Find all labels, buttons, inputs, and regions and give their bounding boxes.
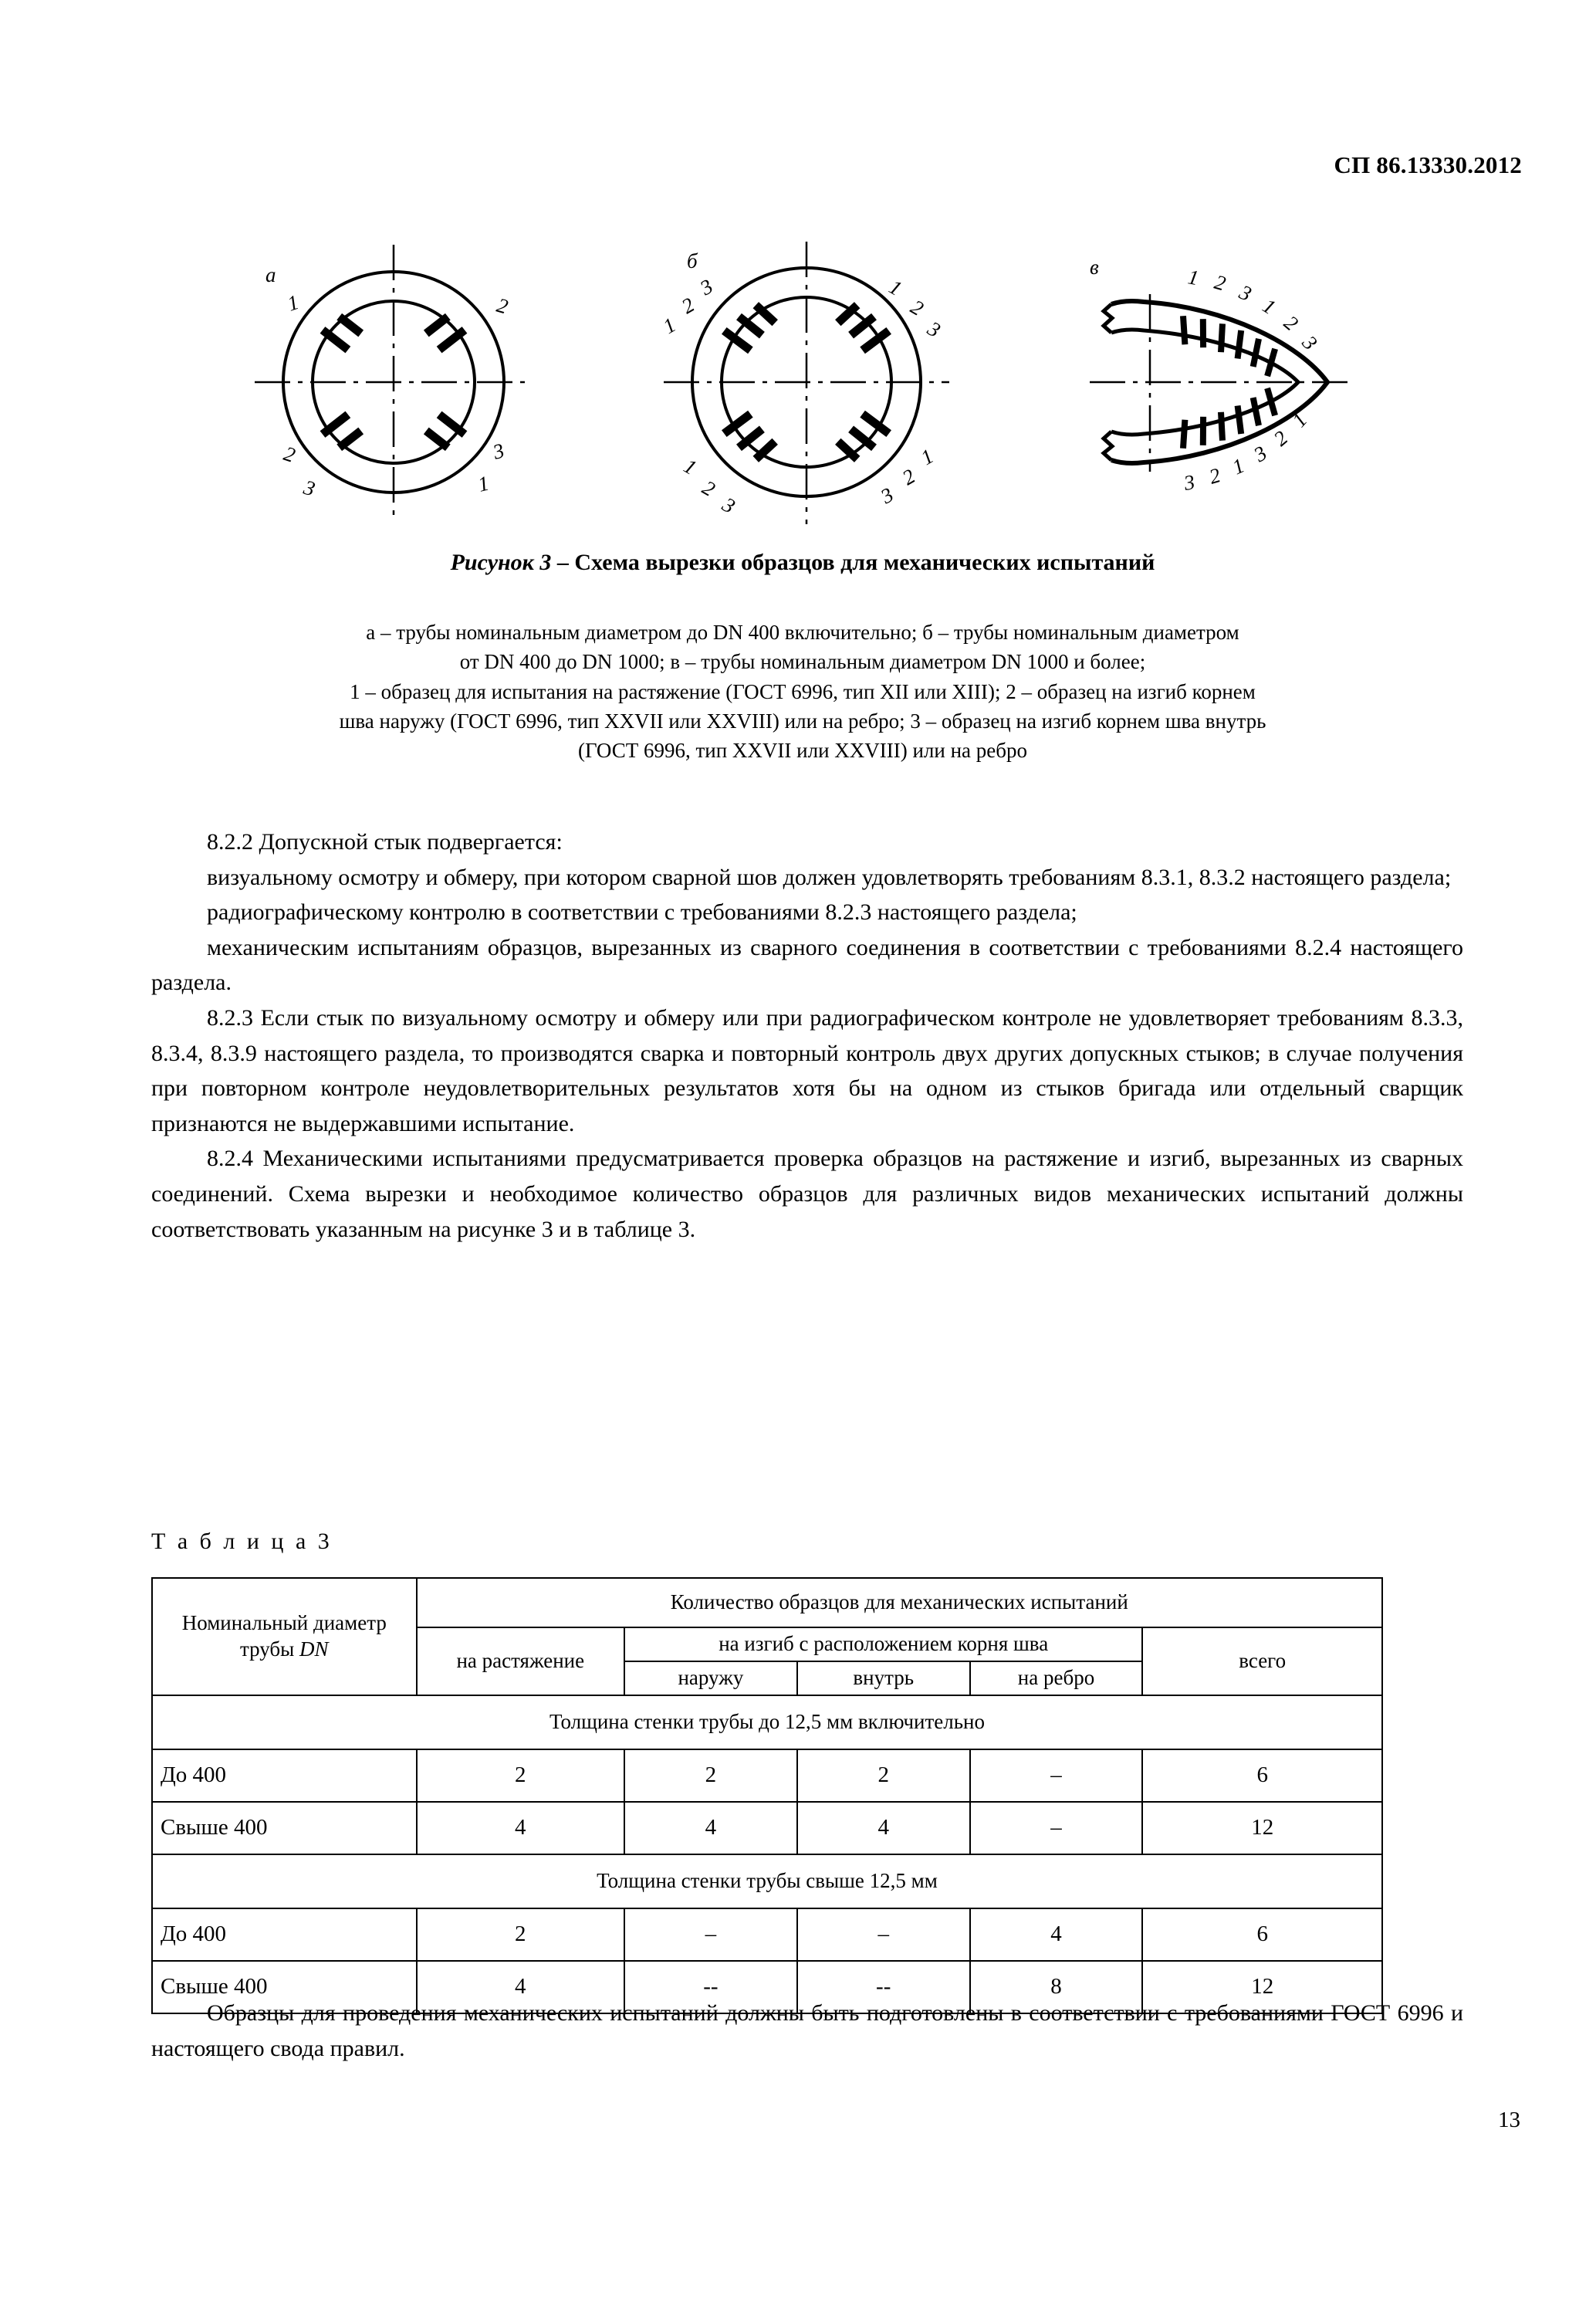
svg-text:3: 3 (490, 438, 507, 464)
header-diameter-dn: DN (299, 1637, 329, 1661)
figure-legend (131, 618, 1474, 766)
svg-text:2: 2 (698, 476, 719, 501)
svg-text:3: 3 (877, 482, 898, 509)
svg-text:2: 2 (898, 464, 919, 490)
svg-text:3: 3 (924, 317, 945, 342)
svg-text:1: 1 (917, 444, 938, 470)
cell-inward: 2 (797, 1749, 970, 1802)
table-row (152, 1802, 1382, 1854)
section-title-thick-wall: Толщина стенки трубы свыше 12,5 мм (152, 1854, 1382, 1908)
header-cell-bend-group: на изгиб с расположением корня шва (624, 1627, 1142, 1661)
svg-text:1: 1 (659, 313, 680, 339)
svg-text:2: 2 (281, 442, 299, 467)
table-section-row (152, 1695, 1382, 1749)
document-code-header: СП 86.13330.2012 (1334, 151, 1522, 178)
cell-inward: 4 (797, 1802, 970, 1854)
figure-legend-line: а – трубы номинальным диаметром до DN 400 включительно; б – трубы номинальным диаметром (366, 621, 1239, 644)
svg-text:2: 2 (907, 295, 928, 320)
figure-caption (147, 550, 1459, 576)
svg-text:2: 2 (494, 293, 511, 319)
table-title: Т а б л и ц а 3 (151, 1529, 333, 1554)
cell-inward: -- (797, 1961, 970, 2013)
cell-outward: 4 (624, 1802, 797, 1854)
header-cell-group-title: Количество образцов для механических испытаний (417, 1578, 1382, 1627)
cell-outward: 2 (624, 1749, 797, 1802)
table-row (152, 1908, 1382, 1961)
svg-text:1: 1 (1287, 408, 1312, 432)
svg-text:3: 3 (1249, 441, 1271, 467)
closing-text (151, 1996, 1463, 2066)
cell-outward: – (624, 1908, 797, 1961)
body-text (151, 824, 1463, 1247)
svg-text:1: 1 (680, 454, 701, 479)
paragraph-8-2-3: 8.2.3 Если стык по визуальному осмотру и обмеру или при радиографическом контроле не удовлетворяет требованиям 8.3.3, 8.3.4, 8.3.9 настоящего раздела, то производятся сварка и повторный контроль двух других допускных стыков; в случае получения при повторном контроле неудовлетворительных результатов хотя бы на одном из стыков бригада или отдельный сварщик признаются не выдержавшими испытание. (151, 1004, 1463, 1136)
table-section-row (152, 1854, 1382, 1908)
panel-label-a: а (265, 263, 276, 286)
figure-svg (147, 197, 1459, 552)
header-cell-total: всего (1142, 1627, 1382, 1695)
table-3 (151, 1577, 1383, 2014)
svg-text:3: 3 (696, 274, 717, 300)
svg-text:1: 1 (1185, 265, 1201, 290)
panel-a-labels (281, 290, 510, 500)
cell-edge: 4 (970, 1908, 1143, 1961)
figure-caption-number: Рисунок 3 (450, 550, 552, 575)
header-diameter-line2: трубы (239, 1637, 300, 1661)
header-cell-diameter (152, 1578, 417, 1695)
figure-legend-line: 1 – образец для испытания на растяжение (ГОСТ 6996, тип XII или XIII); 2 – образец на изгиб корнем (350, 679, 1256, 703)
table-row (152, 1749, 1382, 1802)
header-cell-outward: наружу (624, 1661, 797, 1695)
cell-tension: 2 (417, 1749, 624, 1802)
figure-legend-line: от DN 400 до DN 1000; в – трубы номинальным диаметром DN 1000 и более; (459, 650, 1146, 674)
svg-text:1: 1 (1229, 453, 1248, 479)
cell-diameter: Свыше 400 (152, 1802, 417, 1854)
svg-text:2: 2 (1212, 269, 1229, 296)
panel-c-labels (1182, 265, 1322, 495)
panel-b-labels (659, 274, 945, 517)
paragraph-mechanical: механическим испытаниям образцов, вырезанных из сварного соединения в соответствии с требованиями 8.2.4 настоящего раздела. (151, 934, 1463, 996)
panel-a-ring (255, 245, 533, 521)
svg-text:3: 3 (301, 475, 318, 501)
svg-text:2: 2 (1269, 425, 1293, 451)
paragraph-visual-inspection: визуальному осмотру и обмеру, при котором сварной шов должен удовлетворять требованиям 8.3.1, 8.3.2 настоящего раздела; (207, 864, 1452, 890)
cell-inward: – (797, 1908, 970, 1961)
header-cell-inward: внутрь (797, 1661, 970, 1695)
cell-outward: -- (624, 1961, 797, 2013)
svg-text:1: 1 (284, 290, 302, 316)
figure-caption-dash: – (551, 550, 575, 575)
cell-diameter: Свыше 400 (152, 1961, 417, 2013)
cell-tension: 4 (417, 1802, 624, 1854)
cell-total: 6 (1142, 1749, 1382, 1802)
cell-total: 6 (1142, 1908, 1382, 1961)
figure-legend-line: (ГОСТ 6996, тип XXVII или XXVIII) или на ребро (577, 739, 1028, 763)
cell-tension: 2 (417, 1908, 624, 1961)
svg-text:1: 1 (475, 471, 492, 496)
paragraph-radiographic: радиографическому контролю в соответствии с требованиями 8.2.3 настоящего раздела; (207, 899, 1077, 926)
svg-text:1: 1 (1258, 293, 1280, 320)
section-title-thin-wall: Толщина стенки трубы до 12,5 мм включительно (152, 1695, 1382, 1749)
cell-edge: 8 (970, 1961, 1143, 2013)
header-diameter-line1: Номинальный диаметр (181, 1611, 387, 1634)
svg-text:3: 3 (719, 493, 739, 518)
panel-c-arc (1090, 294, 1351, 472)
paragraph-8-2-4: 8.2.4 Механическими испытаниями предусматривается проверка образцов на растяжение и изгиб, вырезанных из сварных соединений. Схема вырезки и необходимое количество образцов для различных видов механических испытаний должны соответствовать указанным на рисунке 3 и в таблице 3. (151, 1146, 1463, 1242)
svg-text:1: 1 (885, 275, 906, 300)
svg-text:3: 3 (1182, 470, 1197, 495)
figure-legend-line: шва наружу (ГОСТ 6996, тип XXVII или XXVIII) или на ребро; 3 – образец на изгиб корнем шва внутрь (339, 709, 1266, 733)
cell-diameter: До 400 (152, 1749, 417, 1802)
page-number: 13 (1498, 2108, 1520, 2132)
cell-total: 12 (1142, 1961, 1382, 2013)
svg-text:2: 2 (1206, 463, 1223, 489)
cell-edge: – (970, 1749, 1143, 1802)
cell-diameter: До 400 (152, 1908, 417, 1961)
figure-3-diagrams (147, 197, 1459, 552)
svg-text:3: 3 (1236, 280, 1256, 306)
paragraph-8-2-2: 8.2.2 Допускной стык подвергается: (207, 829, 563, 855)
closing-paragraph: Образцы для проведения механических испытаний должны быть подготовлены в соответствии с требованиями ГОСТ 6996 и настоящего свода правил. (151, 2000, 1463, 2061)
table-3-wrapper (151, 1577, 1383, 2014)
svg-text:3: 3 (1297, 330, 1322, 355)
panel-label-b: б (687, 249, 698, 273)
svg-text:2: 2 (678, 293, 698, 319)
cell-tension: 4 (417, 1961, 624, 2013)
cell-total: 12 (1142, 1802, 1382, 1854)
cell-edge: – (970, 1802, 1143, 1854)
header-cell-tension: на растяжение (417, 1627, 624, 1695)
table-header-row-1 (152, 1578, 1382, 1627)
header-cell-edge: на ребро (970, 1661, 1143, 1695)
svg-text:2: 2 (1280, 310, 1303, 336)
panel-label-c: в (1090, 256, 1099, 279)
figure-caption-text: Схема вырезки образцов для механических испытаний (574, 550, 1155, 575)
